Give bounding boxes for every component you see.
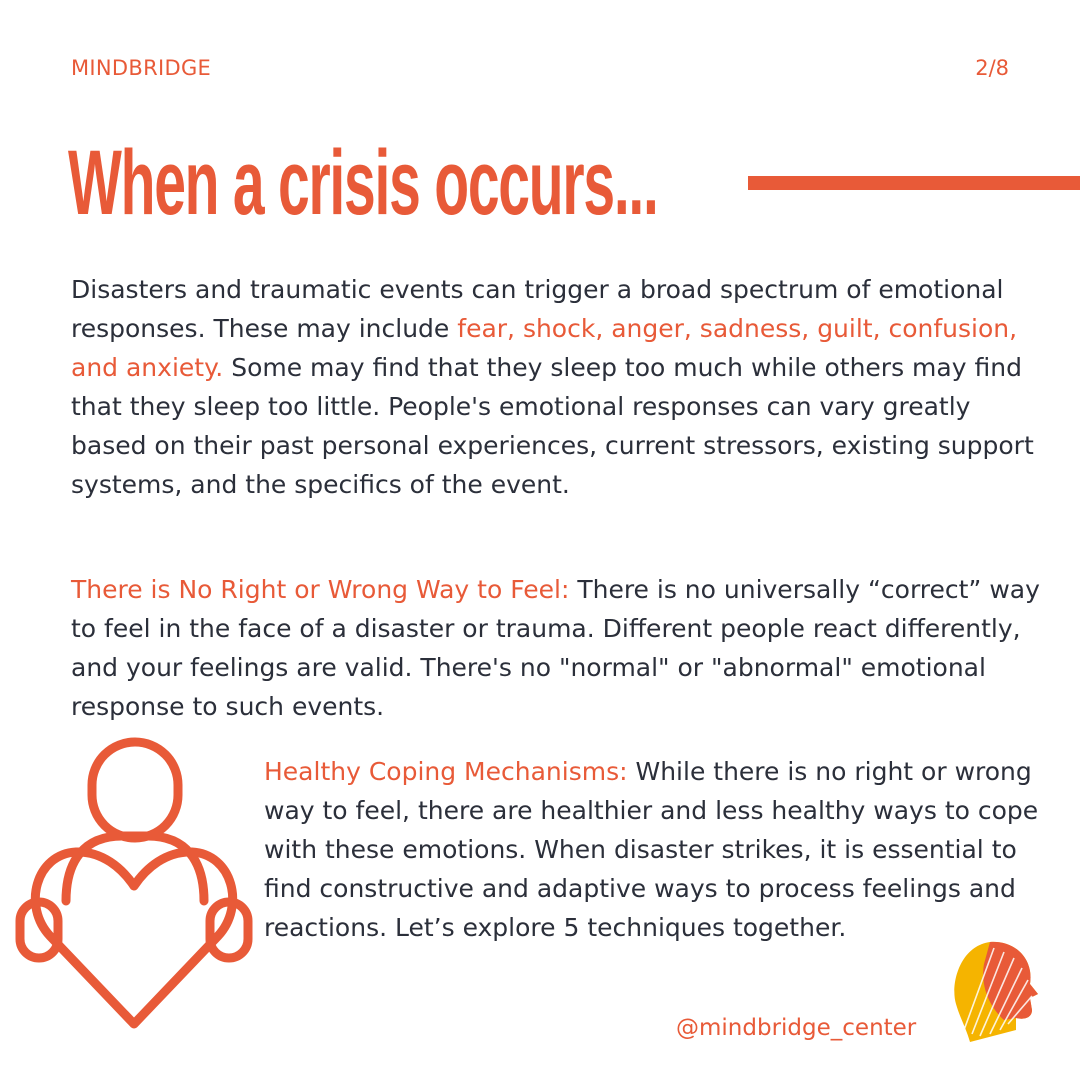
title-divider (748, 176, 1080, 190)
emotions-highlight: fear, shock, anger, sadness, guilt, confusion, and anxiety. (71, 314, 1018, 382)
coping-paragraph (264, 752, 1044, 947)
no-right-wrong-paragraph (71, 570, 1041, 726)
coping-text: While there is no right or wrong way to feel, there are healthier and less healthy ways to cope with these emotions. When disaster strikes, it is essential to find constructive and adaptive ways to process feelings and reactions. Let’s explore 5 techniques together. (264, 757, 1039, 942)
person-hugging-heart-icon (14, 736, 254, 1036)
head-profile-logo-icon (950, 938, 1040, 1046)
brand-name: MINDBRIDGE (71, 56, 212, 80)
no-right-wrong-text: There is no universally “correct” way to feel in the face of a disaster or trauma. Different people react differently, and your feelings are valid. There's no "normal" or "abnormal" emotional response to such events. (71, 575, 1040, 721)
page-title: When a crisis occurs... (68, 132, 658, 234)
coping-heading: Healthy Coping Mechanisms: (264, 757, 628, 786)
page-indicator: 2/8 (975, 56, 1009, 80)
social-handle: @mindbridge_center (676, 1015, 917, 1041)
intro-text: Disasters and traumatic events can trigger a broad spectrum of emotional responses. These may include (71, 275, 1004, 343)
intro-paragraph (71, 270, 1041, 504)
intro-text-continued: Some may find that they sleep too much while others may find that they sleep too little. People's emotional responses can vary greatly based on their past personal experiences, current stressors, existing support systems, and the specifics of the event. (71, 353, 1034, 499)
no-right-wrong-heading: There is No Right or Wrong Way to Feel: (71, 575, 570, 604)
